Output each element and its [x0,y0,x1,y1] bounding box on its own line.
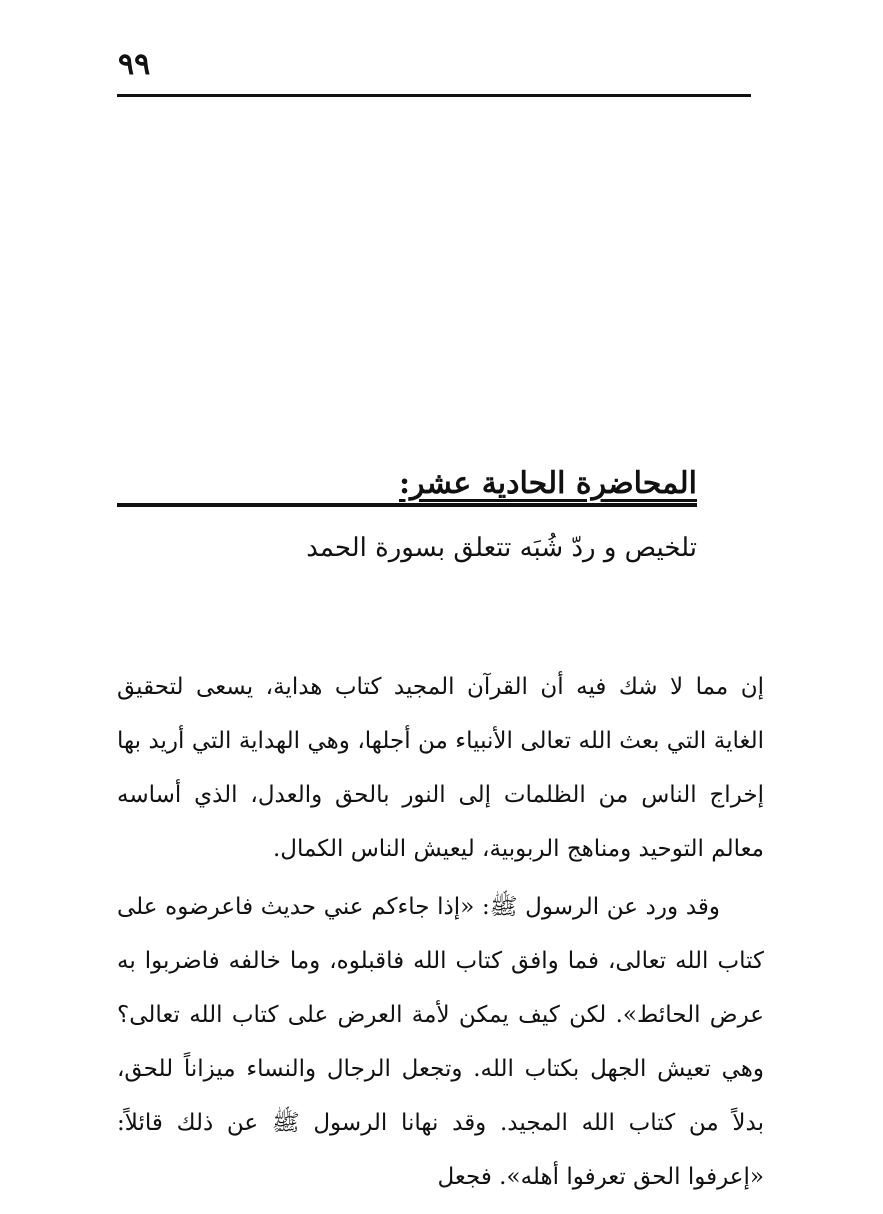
paragraph-2: وقد ورد عن الرسول ﷺ: «إذا جاءكم عني حديث فاعرضوه على كتاب الله تعالى، فما وافق كتاب الله فاقبلوه، وما خالفه فاضربوا به عرض الحائط». لكن كيف يمكن لأمة العرض على كتاب الله تعالى؟ وهي تعيش الجهل بكتاب الله. وتجعل الرجال والنساء ميزاناً للحق، بدلاً من كتاب الله المجيد. وقد نهانا الرسول ﷺ عن ذلك قائلاً: «إعرفوا الحق تعرفوا أهله». فجعل [117,894,764,1190]
chapter-subtitle: تلخيص و ردّ شُبَه تتعلق بسورة الحمد [306,533,697,563]
paragraph-1: إن مما لا شك فيه أن القرآن المجيد كتاب هداية، يسعى لتحقيق الغاية التي بعث الله تعالى الأنبياء من أجلها، وهي الهداية التي أريد بها إخراج الناس من الظلمات إلى النور بالحق والعدل، الذي أساسه معالم التوحيد ومناهج الربوبية، ليعيش الناس الكمال. [117,674,764,862]
body-text [117,660,764,1204]
heading-underline-rule [117,503,697,507]
header-divider [117,94,751,97]
page-number: ٩٩ [118,47,151,82]
chapter-heading: المحاضرة الحادية عشر: [398,466,697,501]
